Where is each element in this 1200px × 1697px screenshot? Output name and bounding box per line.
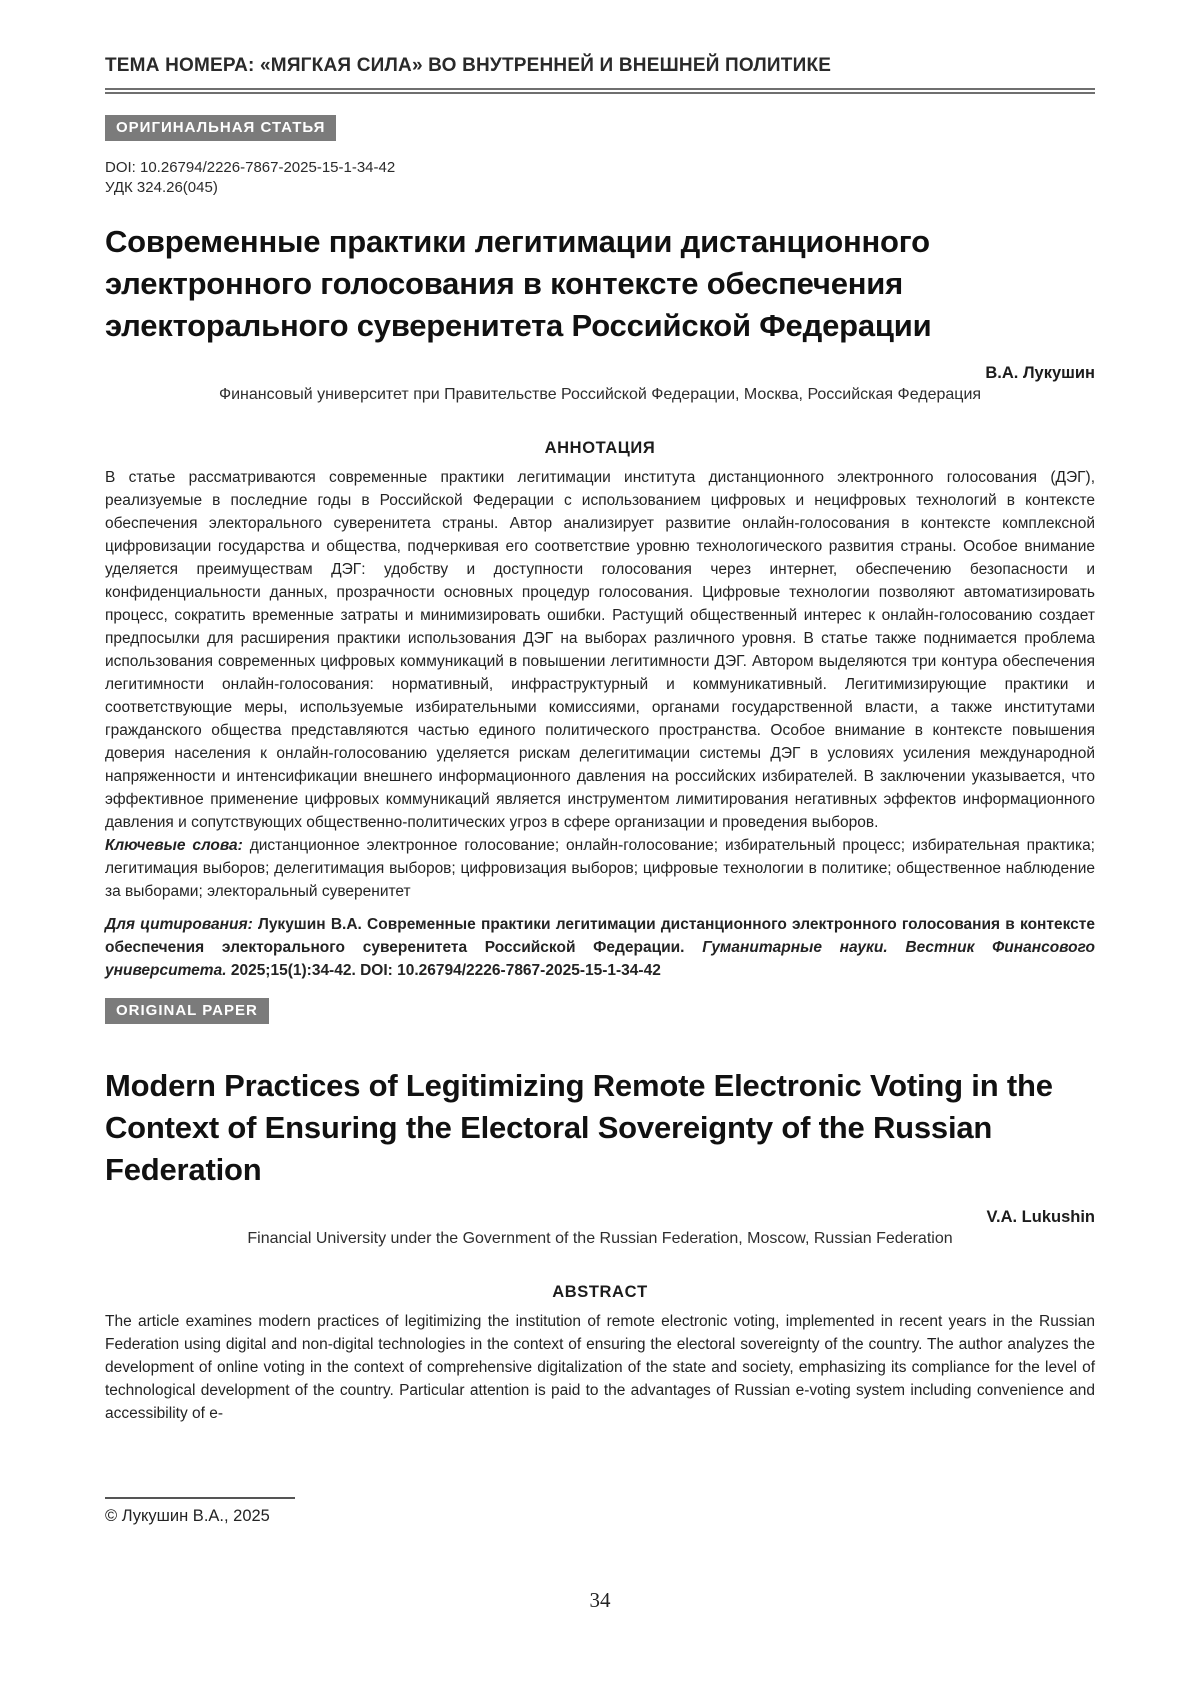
article-type-badge-ru: ОРИГИНАЛЬНАЯ СТАТЬЯ [105, 115, 336, 141]
article-title-en: Modern Practices of Legitimizing Remote Electronic Voting in the Context of Ensuring the Electoral Sovereignty of the Russian Federation [105, 1068, 1053, 1187]
keywords-text: дистанционное электронное голосование; онлайн-голосование; избирательный процесс; избирательная практика; легитимация выборов; делегитимация выборов; цифровизация выборов; цифровые технологии в политике; общественное наблюдение за выборами; электоральный суверенитет [105, 837, 1095, 900]
citation-main-text: Лукушин В.А. Современные практики легитимации дистанционного электронного голосования в контексте обеспечения электорального суверенитета Российской Федерации. [105, 916, 1095, 956]
article-type-badge-en: ORIGINAL PAPER [105, 998, 269, 1024]
issue-theme-header: ТЕМА НОМЕРА: «МЯГКАЯ СИЛА» ВО ВНУТРЕННЕЙ И ВНЕШНЕЙ ПОЛИТИКЕ [105, 55, 832, 76]
citation-volume-doi: 2025;15(1):34-42. DOI: 10.26794/2226-7867-2025-15-1-34-42 [230, 962, 661, 979]
abstract-text-ru: В статье рассматриваются современные практики легитимации института дистанционного электронного голосования (ДЭГ), реализуемые в последние годы в Российской Федерации с использованием цифровых и нецифровых технологий в контексте обеспечения электорального суверенитета страны. Автор анализирует развитие онлайн-голосования в контексте комплексной цифровизации государства и общества, подчеркивая его соответствие уровню технологического развития страны. Особое внимание уделяется преимуществам ДЭГ: удобству и доступности голосования через интернет, обеспечению безопасности и конфиденциальности данных, прозрачности основных процедур голосования. Цифровые технологии позволяют автоматизировать процесс, сократить временные затраты и минимизировать ошибки. Растущий общественный интерес к онлайн-голосованию создает предпосылки для расширения практики использования ДЭГ на выборах различного уровня. В статье также поднимается проблема использования современных цифровых коммуникаций в повышении легитимности ДЭГ. Автором выделяются три контура обеспечения легитимности онлайн-голосования: нормативный, инфраструктурный и коммуникативный. Легитимизирующие практики и соответствующие меры, используемые избирательными комиссиями, органами государственной власти, а также институтами гражданского общества представляются частью единого политического пространства. Особое внимание в контексте повышения доверия населения к онлайн-голосованию уделяется рискам делегитимации системы ДЭГ в условиях усиления международной напряженности и интенсификации внешнего информационного давления на российских избирателей. В заключении указывается, что эффективное применение цифровых коммуникаций является инструментом лимитирования негативных эффектов информационного давления и сопутствующих общественно-политических угроз в сфере организации и проведения выборов. [105, 469, 1095, 831]
abstract-text-en: The article examines modern practices of legitimizing the institution of remote electronic voting, implemented in recent years in the Russian Federation using digital and non-digital technologies in the context of ensuring the electoral sovereignty of the country. The author analyzes the development of online voting in the context of comprehensive digitalization of the state and society, emphasizing its compliance for the level of technological development of the country. Particular attention is paid to the advantages of Russian e-voting system including convenience and accessibility of e- [105, 1313, 1095, 1422]
citation-paragraph [105, 913, 1095, 982]
doi-line: DOI: 10.26794/2226-7867-2025-15-1-34-42 [105, 159, 396, 176]
author-name-en: V.A. Lukushin [986, 1208, 1095, 1226]
author-affiliation-en: Financial University under the Government of the Russian Federation, Moscow, Russian Federation [247, 1230, 953, 1247]
page-number: 34 [589, 1588, 611, 1612]
article-title-ru: Современные практики легитимации дистанционного электронного голосования в контексте обеспечения электорального суверенитета Российской Федерации [105, 224, 932, 343]
keywords-label: Ключевые слова: [105, 837, 250, 854]
header-divider-rule [105, 88, 1095, 94]
footnote-divider-rule [105, 1497, 295, 1499]
citation-journal-name: Гуманитарные науки. Вестник Финансового университета. [105, 939, 1095, 979]
abstract-heading-ru: АННОТАЦИЯ [544, 439, 656, 457]
copyright-text: © Лукушин В.А., 2025 [105, 1507, 270, 1525]
keywords-paragraph [105, 834, 1095, 903]
author-affiliation-ru: Финансовый университет при Правительстве Российской Федерации, Москва, Российская Федерация [218, 386, 982, 403]
copyright-footnote [105, 1497, 295, 1526]
citation-label: Для цитирования: [105, 916, 258, 933]
author-name-ru: В.А. Лукушин [985, 364, 1095, 382]
udk-line: УДК 324.26(045) [105, 179, 218, 196]
abstract-heading-en: ABSTRACT [552, 1283, 648, 1301]
